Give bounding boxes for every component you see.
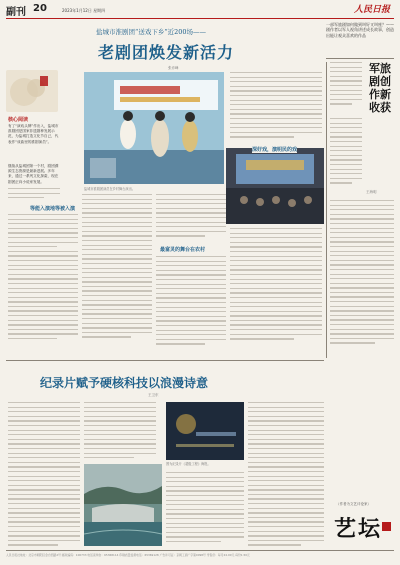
- footer-info: 人民日报社地址：北京市朝阳区金台西路2号 邮政编码：100733 电话查询台：65368114 印刷质量监督电话：65369128 广告许可证：京朝工商广字第0098号 零售价：每月24.00元 每份1.50元: [6, 553, 250, 557]
- lead-body-column-2: [156, 256, 226, 356]
- issue-date: 2023年1月12日 星期四: [62, 8, 106, 13]
- bottom-article-title: 纪录片赋予硬核科技以浪漫诗意: [40, 376, 209, 390]
- masthead-logo: 人民日报: [353, 5, 390, 15]
- section-label: 副刊: [6, 7, 26, 18]
- left-body-column: [8, 214, 78, 356]
- bottom-photo: [84, 464, 162, 546]
- page-header: [6, 3, 394, 17]
- core-reading-heading: 核心阅读: [8, 117, 29, 123]
- brand-seal-icon: [382, 522, 391, 531]
- column-brand: 艺坛: [334, 516, 383, 542]
- core-reading-para-1: 有了“演戏头牌”作出入，盐城市淮剧团是国家非遗剧种发展示范，为盐城打造文化节自己，代表作“戏曲里的淮剧演员”。: [8, 124, 59, 144]
- mid-subhead: 深好戏，演明民的戏: [252, 147, 298, 153]
- top-right-divider: [326, 58, 394, 59]
- right-intro-column: [330, 62, 362, 114]
- stage-performance-photo: [84, 72, 224, 184]
- night-aerial-photo: [166, 402, 244, 460]
- author-note: （作者为文艺评论家）: [336, 502, 371, 506]
- left-subhead-2: 等能入演地等被入演: [30, 206, 76, 212]
- lead-title: 老剧团焕发新活力: [98, 43, 235, 62]
- right-feature-title: 军旅剧创作新收获: [369, 62, 391, 114]
- core-reading-para-2: 继续从盐城团第一个村，剧团溯源生态资源是最新进展。多年来，通过一系列文化探索，现在剧团正向小说家发展。: [8, 164, 59, 184]
- second-photo: [226, 148, 324, 224]
- core-reading-banner: [6, 70, 58, 112]
- lead-photo: [84, 72, 224, 184]
- header-rule: [6, 18, 394, 19]
- lead-body-column-1: [82, 194, 152, 356]
- lead-body-column-2-top: [156, 194, 226, 242]
- right-feature-divider: [326, 62, 327, 358]
- bottom-top-rule: [6, 360, 324, 361]
- bottom-body-column-4: [248, 402, 324, 546]
- bottom-body-column-3: [166, 472, 244, 546]
- right-body-column-2: [330, 118, 362, 196]
- bottom-photo-caption: 图为纪录片《超级工程》海报。: [166, 462, 211, 466]
- mid-body-column: [230, 228, 322, 356]
- ink-decoration-icon: [6, 70, 58, 112]
- lead-subhead-4: 最富灵的舞台在农村: [160, 247, 206, 253]
- bottom-photo-2: [166, 402, 244, 460]
- page-number: 20: [33, 3, 47, 14]
- right-body-column: [330, 200, 394, 356]
- right-feature-author: 王海明: [366, 190, 377, 194]
- bottom-body-column-2: [84, 402, 156, 462]
- top-right-blurb: 一部军旅剧如何做到叫好又叫座？——剧作者以军人视角讲述成长故事，创造出能让观众喜欢的作品: [326, 22, 394, 38]
- dam-landscape-photo: [84, 464, 162, 546]
- lead-kicker: 盐城市淮剧团“送戏下乡”近200场——: [96, 28, 207, 36]
- audience-stage-photo: [226, 148, 324, 224]
- lead-byline: 张乔峰: [168, 66, 179, 70]
- mid-body-column-top: [230, 72, 322, 144]
- bottom-body-column-1: [8, 402, 80, 546]
- footer-rule: [6, 550, 394, 551]
- bottom-article-byline: 王卫东: [148, 393, 159, 397]
- lead-photo-caption: 盐城市淮剧团演员在乡村舞台演出。: [84, 187, 135, 191]
- left-top-column: [8, 188, 60, 202]
